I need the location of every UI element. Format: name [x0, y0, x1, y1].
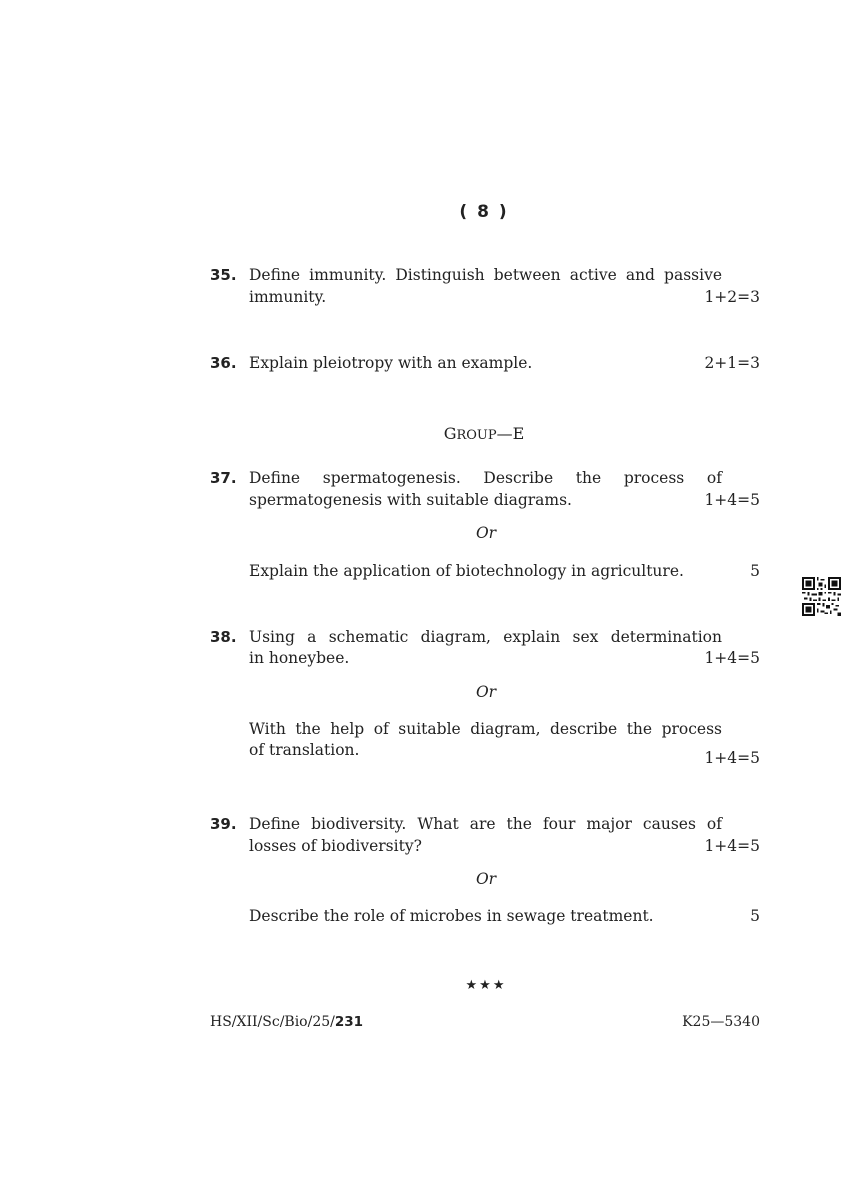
question-text-line: losses of biodiversity?: [249, 837, 422, 855]
page-number: ( 8 ): [459, 202, 509, 222]
footer-paper-code: [210, 1014, 363, 1030]
group-heading: [0, 424, 853, 443]
group-heading-smallcaps: ROUP: [456, 428, 497, 443]
footer-code-number: 231: [334, 1014, 364, 1030]
alternative-text-line: With the help of suitable diagram, describe the process: [249, 720, 722, 738]
question-text-line: Define immunity. Distinguish between active and passive: [249, 266, 722, 284]
footer-serial: K25—5340: [682, 1014, 760, 1030]
group-heading-initial: G: [443, 424, 457, 443]
question-text-line: immunity.: [249, 288, 327, 306]
alternative-text-line: Explain the application of biotechnology in agriculture.: [249, 562, 684, 580]
question-marks: 1+4=5: [704, 837, 760, 855]
question-marks: 1+4=5: [704, 491, 760, 509]
question-number: 35.: [210, 266, 237, 284]
qr-code-icon: [802, 577, 841, 616]
end-of-paper-stars: ★★★: [465, 978, 507, 993]
question-number: 36.: [210, 354, 237, 372]
question-text-line: spermatogenesis with suitable diagrams.: [249, 491, 572, 509]
or-separator: Or: [475, 524, 497, 542]
question-number: 37.: [210, 469, 237, 487]
question-marks: 1+2=3: [704, 288, 760, 306]
alternative-text-line: of translation.: [249, 741, 360, 759]
footer-code-prefix: HS/XII/Sc/Bio/25/: [210, 1014, 335, 1030]
question-text-line: Define spermatogenesis. Describe the process of: [249, 469, 722, 487]
or-separator: Or: [475, 870, 497, 888]
question-text-line: Explain pleiotropy with an example.: [249, 354, 533, 372]
question-number: 39.: [210, 815, 237, 833]
question-text-line: Define biodiversity. What are the four major causes of: [249, 815, 722, 833]
alternative-marks: 5: [750, 562, 760, 580]
or-separator: Or: [475, 683, 497, 701]
question-text-line: in honeybee.: [249, 649, 350, 667]
question-number: 38.: [210, 628, 237, 646]
alternative-marks: 5: [750, 907, 760, 925]
alternative-text-line: Describe the role of microbes in sewage treatment.: [249, 907, 654, 925]
question-marks: 1+4=5: [704, 649, 760, 667]
group-heading-dash: —: [496, 424, 513, 443]
question-text-line: Using a schematic diagram, explain sex determination: [249, 628, 722, 646]
question-marks: 2+1=3: [704, 354, 760, 372]
alternative-marks: 1+4=5: [704, 749, 760, 767]
group-heading-letter: E: [512, 424, 525, 443]
